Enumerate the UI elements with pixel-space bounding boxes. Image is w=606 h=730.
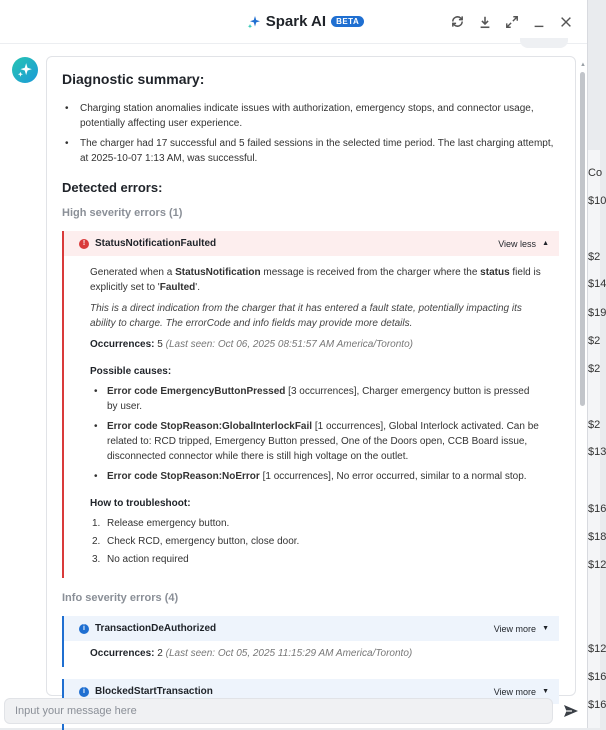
bg-cell: $14 [588, 278, 606, 290]
step-item: 3. No action required [92, 554, 189, 565]
minimize-icon [532, 15, 546, 29]
scrollbar-thumb[interactable] [580, 72, 585, 406]
summary-item: • The charger had 17 successful and 5 failed sessions in the selected time period. The last charging attempt, at 2025-10-07 1:13 AM, was successful. [62, 136, 559, 166]
expand-icon [505, 15, 519, 29]
assistant-message [46, 56, 576, 696]
error-card-transaction-deauthorized [62, 616, 559, 667]
bg-cell: $18 [588, 531, 606, 543]
cause-item: • Error code StopReason:GlobalInterlockFail [1 occurrences], Global Interlock activated. Can be related to: RCD tripped, Emergency Button pressed, One of the Doors open, CCB Board issue, disconnected connector while there is still high voltage on the outlet. [90, 419, 541, 464]
summary-list [62, 101, 559, 166]
expand-button[interactable] [502, 12, 521, 31]
cause-item: • Error code EmergencyButtonPressed [3 occurrences], Charger emergency button is pressed by user. [90, 384, 541, 414]
error-occurrences: Occurrences: 5 (Last seen: Oct 06, 2025 08:51:57 AM America/Toronto) [90, 339, 413, 350]
download-icon [478, 15, 492, 29]
bg-cell: $2 [588, 251, 601, 263]
message-input[interactable] [4, 698, 553, 724]
minimize-button[interactable] [529, 12, 548, 31]
scroll-up-arrow[interactable]: ▲ [580, 62, 586, 68]
download-button[interactable] [475, 12, 494, 31]
header-actions [448, 12, 575, 31]
view-less-toggle[interactable] [498, 239, 549, 249]
panel-header [0, 0, 587, 44]
panel-title: Spark AI [265, 13, 327, 30]
toggle-label: View more [493, 623, 537, 634]
high-severity-title: High severity errors (1) [62, 207, 183, 219]
error-card-body [64, 256, 559, 578]
error-name: StatusNotificationFaulted [95, 238, 217, 249]
bg-cell: $13 [588, 446, 606, 458]
chevron-down-icon: ▼ [542, 625, 549, 632]
close-icon [559, 15, 573, 29]
title-group [247, 13, 365, 30]
possible-causes-title: Possible causes: [90, 366, 172, 377]
diagnostic-summary-title: Diagnostic summary: [62, 71, 205, 87]
cause-item: • Error code StopReason:NoError [1 occurrences], No error occurred, similar to a normal stop. [90, 469, 541, 484]
error-name: TransactionDeAuthorized [95, 623, 217, 634]
bg-cell: $12 [588, 643, 606, 655]
info-icon: i [79, 687, 89, 697]
bg-cell: $12 [588, 559, 606, 571]
send-button[interactable] [562, 702, 580, 720]
close-button[interactable] [556, 12, 575, 31]
view-more-toggle[interactable] [494, 624, 549, 634]
error-detail: This is a direct indication from the charger that it has entered a fault state, potentially impacting its ability to charge. The errorCode and info fields may provide more details. [90, 303, 522, 329]
toggle-label: View more [493, 686, 537, 697]
sparkle-icon [247, 15, 261, 29]
bg-cell: $2 [588, 363, 601, 375]
bg-cell: $19 [588, 307, 606, 319]
chevron-down-icon: ▼ [542, 688, 549, 695]
detected-errors-title: Detected errors: [62, 180, 163, 195]
error-description: Generated when a StatusNotification message is received from the charger where the status field is explicitly set to 'Faulted'. [90, 267, 541, 293]
error-alert-icon: ! [79, 239, 89, 249]
chevron-up-icon: ▲ [542, 240, 549, 247]
background-table-column [586, 150, 606, 728]
bg-cell: $2 [588, 419, 601, 431]
send-icon [562, 702, 580, 720]
bg-cell: $16 [588, 671, 606, 683]
bg-cell: $2 [588, 335, 601, 347]
error-occurrences: Occurrences: 2 (Last seen: Oct 05, 2025 11:15:29 AM America/Toronto) [90, 648, 413, 659]
bg-cell: Co [588, 167, 603, 179]
refresh-icon [450, 14, 465, 29]
error-card-header[interactable] [64, 616, 559, 641]
error-card-status-notification-faulted [62, 231, 559, 578]
bg-cell: $16 [588, 503, 606, 515]
toggle-label: View less [498, 238, 537, 249]
summary-item: • Charging station anomalies indicate issues with authorization, emergency stops, and connector usage, potentially affecting user experience. [62, 101, 559, 131]
view-more-toggle[interactable] [494, 687, 549, 697]
bg-cell: $16 [588, 699, 606, 711]
troubleshoot-steps [90, 516, 541, 567]
step-item: 2. Check RCD, emergency button, close door. [92, 536, 300, 547]
troubleshoot-title: How to troubleshoot: [90, 498, 191, 509]
error-card-header[interactable] [64, 231, 559, 256]
bg-cell: $10 [588, 195, 606, 207]
refresh-button[interactable] [448, 12, 467, 31]
sparkle-icon [17, 62, 33, 78]
assistant-avatar [12, 57, 38, 83]
step-item: 1. Release emergency button. [92, 518, 230, 529]
info-severity-title: Info severity errors (4) [62, 592, 179, 604]
error-name: BlockedStartTransaction [95, 686, 213, 697]
beta-badge: BETA [331, 16, 364, 27]
info-icon: i [79, 624, 89, 634]
previous-message-bubble [520, 38, 568, 48]
causes-list [90, 384, 541, 484]
